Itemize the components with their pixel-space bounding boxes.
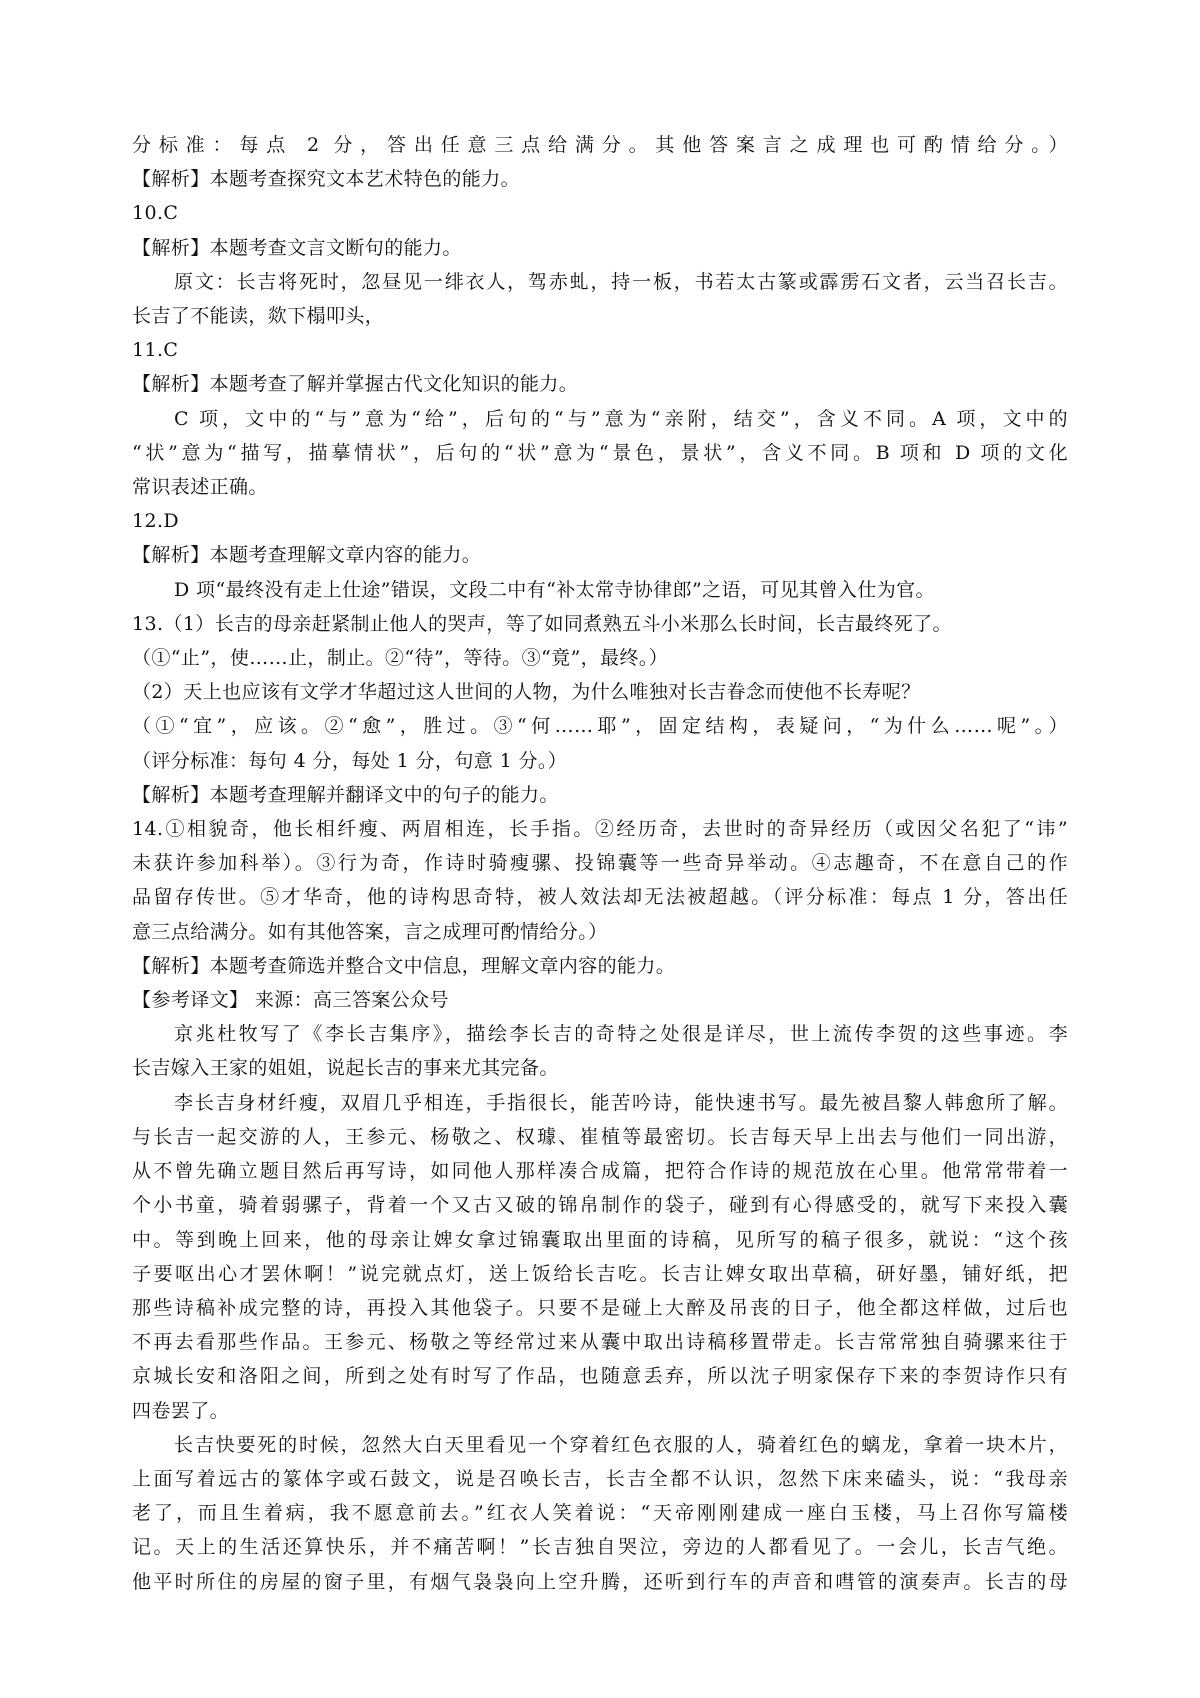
text-line: C 项，文中的“与”意为“给”，后句的“与”意为“亲附，结交”，含义不同。A 项，文中的 bbox=[174, 407, 1068, 430]
text-line: 13.（1）长吉的母亲赶紧制止他人的哭声，等了如同煮熟五斗小米那么长时间，长吉最终死了。 bbox=[132, 612, 952, 635]
text-line: 中。等到晚上回来，他的母亲让婢女拿过锦囊取出里面的诗稿，见所写的稿子很多，就说：“这个孩 bbox=[132, 1228, 1068, 1251]
text-line: 京城长安和洛阳之间，所到之处有时写了作品，也随意丢弃，所以沈子明家保存下来的李贺诗作只有 bbox=[132, 1365, 1068, 1388]
analysis-line: 【解析】本题考查理解文章内容的能力。 bbox=[132, 544, 482, 567]
text-line: 长吉嫁入王家的姐姐，说起长吉的事来尤其完备。 bbox=[132, 1057, 559, 1080]
text-line: “状”意为“描写，描摹情状”，后句的“状”意为“景色，景状”，含义不同。B 项和 D 项的文化 bbox=[132, 441, 1068, 464]
text-line: 原文：长吉将死时，忽昼见一绯衣人，驾赤虬，持一板，书若太古篆或霹雳石文者，云当召长吉。 bbox=[174, 270, 1068, 293]
text-line: 14.①相貌奇，他长相纤瘦、两眉相连，长手指。②经历奇，去世时的奇异经历（或因父名犯了“讳” bbox=[132, 818, 1068, 841]
text-line: （2）天上也应该有文学才华超过这人世间的人物，为什么唯独对长吉眷念而使他不长寿呢？ bbox=[132, 681, 921, 704]
text-line: 不再去看那些作品。王参元、杨敬之等经常过来从囊中取出诗稿移置带走。长吉常常独自骑骡来往于 bbox=[132, 1331, 1068, 1354]
text-line: 他平时所住的房屋的窗子里，有烟气袅袅向上空升腾，还听到行车的声音和嘒管的演奏声。长吉的母 bbox=[132, 1570, 1068, 1593]
analysis-line: 【解析】本题考查了解并掌握古代文化知识的能力。 bbox=[132, 373, 579, 396]
translation-heading: 【参考译文】 来源：高三答案公众号 bbox=[132, 989, 449, 1012]
analysis-line: 【解析】本题考查理解并翻译文中的句子的能力。 bbox=[132, 783, 559, 806]
text-line: 京兆杜牧写了《李长吉集序》，描绘李长吉的奇特之处很是详尽，世上流传李贺的这些事迹。李 bbox=[174, 1023, 1068, 1046]
text-line: 四卷罢了。 bbox=[132, 1399, 230, 1422]
text-line: （评分标准：每句 4 分，每处 1 分，句意 1 分。） bbox=[132, 749, 568, 772]
analysis-line: 【解析】本题考查探究文本艺术特色的能力。 bbox=[132, 168, 521, 191]
text-line: 子要呕出心才罢休啊！”说完就点灯，送上饭给长吉吃。长吉让婢女取出草稿，研好墨，铺好纸，把 bbox=[132, 1262, 1068, 1285]
text-line: 长吉了不能读，欻下榻叩头， bbox=[132, 305, 385, 328]
answer-number: 11.C bbox=[132, 339, 179, 362]
text-line: 个小书童，骑着弱骡子，背着一个又古又破的锦帛制作的袋子，碰到有心得感受的，就写下来投入囊 bbox=[132, 1194, 1068, 1217]
text-line: 从不曾先确立题目然后再写诗，如同他人那样凑合成篇，把符合作诗的规范放在心里。他常常带着一 bbox=[132, 1160, 1068, 1183]
answer-number: 10.C bbox=[132, 202, 179, 225]
text-line: 意三点给满分。如有其他答案，言之成理可酌情给分。） bbox=[132, 920, 608, 943]
text-line: 李长吉身材纤瘦，双眉几乎相连，手指很长，能苦吟诗，能快速书写。最先被昌黎人韩愈所了解。 bbox=[174, 1091, 1068, 1114]
analysis-line: 【解析】本题考查文言文断句的能力。 bbox=[132, 236, 462, 259]
text-line: 那些诗稿补成完整的诗，再投入其他袋子。只要不是碰上大醉及吊丧的日子，他全都这样做，过后也 bbox=[132, 1296, 1068, 1319]
text-line: （①“止”，使……止，制止。②“待”，等待。③“竟”，最终。） bbox=[132, 647, 669, 670]
text-line: 品留存传世。⑤才华奇，他的诗构思奇特，被人效法却无法被超越。（评分标准：每点 1 分，答出任 bbox=[132, 886, 1068, 909]
text-line: 与长吉一起交游的人，王参元、杨敬之、权璩、崔植等最密切。长吉每天早上出去与他们一同出游， bbox=[132, 1125, 1068, 1148]
text-line: 未获许参加科举）。③行为奇，作诗时骑瘦骡、投锦囊等一些奇异举动。④志趣奇，不在意自己的作 bbox=[132, 852, 1068, 875]
text-line: 分标准：每点 2 分，答出任意三点给满分。其他答案言之成理也可酌情给分。） bbox=[132, 134, 1068, 156]
text-line: 上面写着远古的篆体字或石鼓文，说是召唤长吉，长吉全都不认识，忽然下床来磕头，说：“我母亲 bbox=[132, 1467, 1068, 1490]
analysis-line: 【解析】本题考查筛选并整合文中信息，理解文章内容的能力。 bbox=[132, 954, 676, 977]
text-line: 记。天上的生活还算快乐，并不痛苦啊！”长吉独自哭泣，旁边的人都看见了。一会儿，长吉气绝。 bbox=[132, 1536, 1068, 1559]
text-line: （①“宜”，应该。②“愈”，胜过。③“何……耶”，固定结构，表疑问，“为什么……呢”。） bbox=[132, 715, 1068, 738]
text-line: 常识表述正确。 bbox=[132, 476, 268, 499]
text-line: 长吉快要死的时候，忽然大白天里看见一个穿着红色衣服的人，骑着红色的螭龙，拿着一块木片， bbox=[174, 1433, 1068, 1456]
text-line: D 项“最终没有走上仕途”错误，文段二中有“补太常寺协律郎”之语，可见其曾入仕为官。 bbox=[174, 578, 935, 601]
answer-number: 12.D bbox=[132, 510, 180, 533]
text-line: 老了，而且生着病，我不愿意前去。”红衣人笑着说：“天帝刚刚建成一座白玉楼，马上召你写篇楼 bbox=[132, 1502, 1068, 1525]
